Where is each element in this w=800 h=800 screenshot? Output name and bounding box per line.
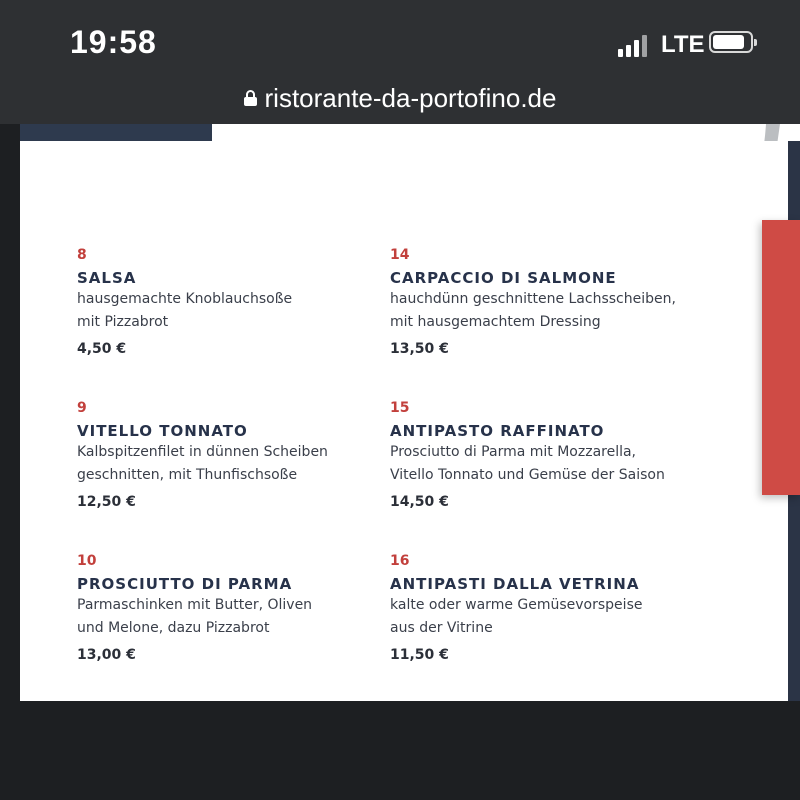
dish-description-line: hausgemachte Knoblauchsoße — [77, 291, 293, 307]
dish-name: ANTIPASTI DALLA VETRINA — [390, 575, 640, 593]
dish-name: VITELLO TONNATO — [77, 422, 248, 440]
dish-name: CARPACCIO DI SALMONE — [390, 269, 617, 287]
dish-description — [77, 594, 377, 640]
dish-number: 16 — [390, 553, 410, 569]
dish-price: 11,50 € — [390, 647, 449, 663]
dish-price: 12,50 € — [77, 494, 136, 510]
dish-number: 14 — [390, 247, 410, 263]
dish-description-line: Vitello Tonnato und Gemüse der Saison — [390, 467, 665, 483]
dish-description-line: geschnitten, mit Thunfischsoße — [77, 467, 298, 483]
dish-description-line: mit hausgemachtem Dressing — [390, 314, 601, 330]
dish-description-line: mit Pizzabrot — [77, 314, 169, 330]
menu-item — [390, 550, 690, 668]
dish-number: 15 — [390, 400, 410, 416]
menu-item — [77, 244, 377, 362]
dish-description-line: Parmaschinken mit Butter, Oliven — [77, 597, 313, 613]
dish-price: 13,50 € — [390, 341, 449, 357]
dish-number: 10 — [77, 553, 97, 569]
menu-item — [390, 397, 690, 515]
browser-chrome — [0, 0, 800, 124]
dish-name: PROSCIUTTO DI PARMA — [77, 575, 293, 593]
lock-icon — [244, 90, 257, 106]
side-tab[interactable] — [762, 220, 800, 495]
dish-price: 14,50 € — [390, 494, 449, 510]
dish-description-line: hauchdünn geschnittene Lachsscheiben, — [390, 291, 676, 307]
menu-item — [77, 397, 377, 515]
dish-price: 4,50 € — [77, 341, 127, 357]
battery-icon — [709, 31, 753, 53]
dish-description-line: kalte oder warme Gemüsevorspeise — [390, 597, 643, 613]
status-time: 19:58 — [70, 24, 157, 60]
dish-description-line: aus der Vitrine — [390, 620, 493, 636]
dish-description-line: Kalbspitzenfilet in dünnen Scheiben — [77, 444, 328, 460]
dish-name: SALSA — [77, 269, 137, 287]
signal-icon — [618, 33, 654, 57]
address-bar[interactable] — [0, 80, 800, 116]
dish-description-line: und Melone, dazu Pizzabrot — [77, 620, 270, 636]
url-text[interactable]: ristorante-da-portofino.de — [264, 82, 557, 113]
dish-description — [390, 288, 690, 334]
dish-number: 8 — [77, 247, 87, 263]
network-type: LTE — [661, 31, 705, 58]
menu-item — [77, 550, 377, 668]
dish-description — [77, 441, 377, 487]
dish-price: 13,00 € — [77, 647, 136, 663]
menu-item — [390, 244, 690, 362]
dish-description — [390, 441, 690, 487]
dish-name: ANTIPASTO RAFFINATO — [390, 422, 605, 440]
dish-description-line: Prosciutto di Parma mit Mozzarella, — [390, 444, 637, 460]
dish-number: 9 — [77, 400, 87, 416]
dish-description — [390, 594, 690, 640]
dish-description — [77, 288, 377, 334]
